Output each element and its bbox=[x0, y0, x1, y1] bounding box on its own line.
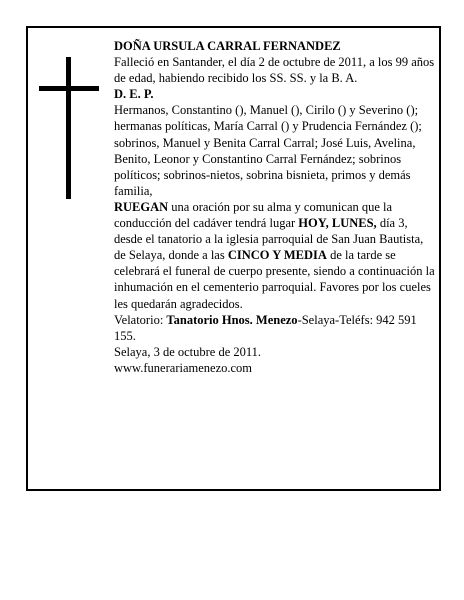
death-details: Falleció en Santander, el día 2 de octubre de 2011, a los 99 años de edad, habiendo recibido los SS. SS. y la B. A. bbox=[114, 55, 435, 86]
cross-icon-bar bbox=[39, 86, 99, 91]
family-list: Hermanos, Constantino (), Manuel (), Cirilo () y Severino (); hermanas políticas, María Carral () y Prudencia Fernández (); sobrinos, Manuel y Benita Carral Carral; José Luis, Avelina, Benito, Leonor y Constantino Carral Fernández; sobrinos políticos; sobrinos-nietos, sobrina bisnieta, primos y demás familia, bbox=[114, 103, 422, 198]
website-link[interactable]: www.funerariamenezo.com bbox=[114, 360, 253, 375]
wake-label: Velatorio: bbox=[114, 312, 167, 327]
wake-contact: -Selaya-Teléfs: 942 591 155. bbox=[114, 312, 417, 343]
funeral-time: CINCO Y MEDIA bbox=[227, 248, 327, 263]
notice-text bbox=[114, 38, 436, 376]
funeral-day: HOY, LUNES, bbox=[298, 216, 377, 231]
deceased-name: DOÑA URSULA CARRAL FERNANDEZ bbox=[114, 39, 341, 53]
request-text-3: de la tarde se celebrará el funeral de cuerpo presente, siendo a continuación la inhumación en el cementerio parroquial. Favores por los cueles les quedarán agradecidos. bbox=[114, 248, 435, 311]
ruegan-word: RUEGAN bbox=[114, 199, 169, 214]
funeral-request bbox=[114, 199, 436, 312]
rip-line: D. E. P. bbox=[114, 87, 154, 102]
date-line: Selaya, 3 de octubre de 2011. bbox=[114, 344, 262, 359]
cross-icon bbox=[66, 57, 71, 199]
obituary-notice bbox=[26, 26, 441, 491]
wake-info bbox=[114, 312, 436, 344]
request-text-1: una oración por su alma y comunican que la conducción del cadáver tendrá lugar bbox=[114, 199, 393, 231]
request-text-2: día 3, desde el tanatorio a la iglesia parroquial de San Juan Bautista, de Selaya, donde a las bbox=[114, 216, 424, 263]
wake-place: Tanatorio Hnos. Menezo bbox=[166, 312, 298, 327]
